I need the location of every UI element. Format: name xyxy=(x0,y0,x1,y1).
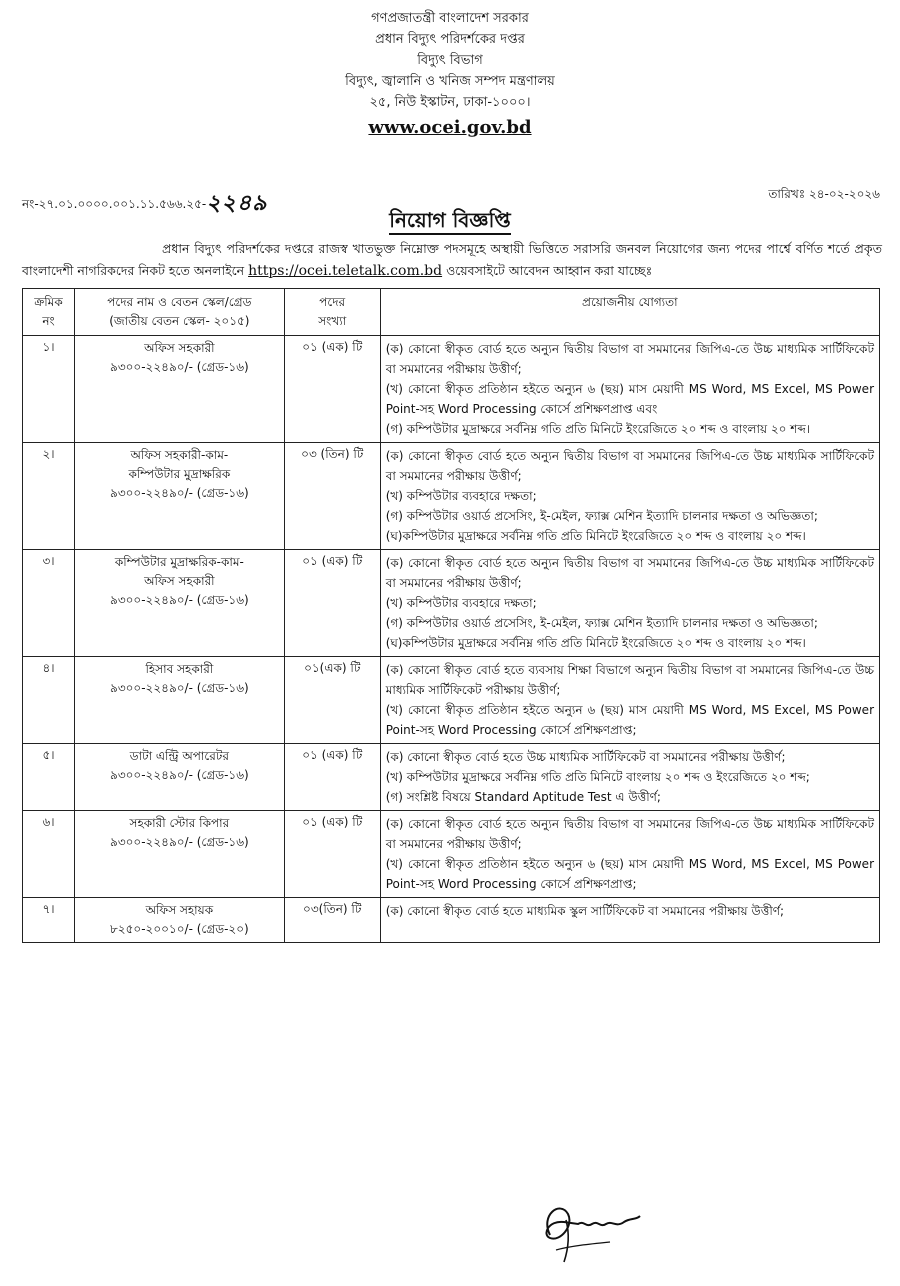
row-post xyxy=(74,744,284,811)
division-name: বিদ্যুৎ বিভাগ xyxy=(417,53,483,68)
qualification-item: (খ) কম্পিউটার ব্যবহারে দক্ষতা; xyxy=(385,596,537,610)
row-post-count: ০১ (এক) টি xyxy=(284,550,380,657)
qualification-item: (খ) কোনো স্বীকৃত প্রতিষ্ঠান হইতে অন্যুন ৬ (ছয়) মাস মেয়াদী MS Word, MS Excel, MS Power Point-সহ Word Processing কোর্সে প্রশিক্ষণপ্রাপ্ত; xyxy=(385,703,874,737)
qualification-item: (ক) কোনো স্বীকৃত বোর্ড হতে উচ্চ মাধ্যমিক সার্টিফিকেট বা সমমানের পরীক্ষায় উত্তীর্ণ; xyxy=(385,750,786,764)
row-qualifications xyxy=(380,443,879,550)
letterhead xyxy=(0,8,900,140)
post-line: কম্পিউটার মুদ্রাক্ষরিক-কাম- xyxy=(114,555,244,569)
intro-text-after: ওয়েবসাইটে আবেদন আহ্বান করা যাচ্ছেঃ xyxy=(446,263,653,278)
row-qualifications xyxy=(380,744,879,811)
row-serial: ২। xyxy=(23,443,75,550)
row-post xyxy=(74,443,284,550)
memo-number-text: নং-২৭.০১.০০০০.০০১.১১.৫৬৬.২৫- xyxy=(22,197,207,211)
table-row xyxy=(23,550,880,657)
post-line: ডাটা এন্ট্রি অপারেটর xyxy=(129,749,229,763)
post-line: ৯৩০০-২২৪৯০/- (গ্রেড-১৬) xyxy=(110,835,249,849)
row-qualifications xyxy=(380,657,879,744)
header-serial-line1: ক্রমিক xyxy=(34,295,63,309)
signature xyxy=(520,1180,650,1270)
row-serial: ৫। xyxy=(23,744,75,811)
qualification-item: (ক) কোনো স্বীকৃত বোর্ড হতে অন্যুন দ্বিতীয় বিভাগ বা সমমানের জিপিএ-তে উচ্চ মাধ্যমিক সার্টিফিকেট বা সমমানের পরীক্ষায় উত্তীর্ণ; xyxy=(385,817,874,851)
table-row xyxy=(23,336,880,443)
row-qualifications xyxy=(380,898,879,943)
row-serial: ৬। xyxy=(23,811,75,898)
header-count xyxy=(284,289,380,336)
post-line: ৯৩০০-২২৪৯০/- (গ্রেড-১৬) xyxy=(110,593,249,607)
notice-title-text: নিয়োগ বিজ্ঞপ্তি xyxy=(389,208,511,235)
qualification-item: (ঘ)কম্পিউটার মুদ্রাক্ষরে সর্বনিম্ন গতি প্রতি মিনিটে ইংরেজিতে ২০ শব্দ ও বাংলায় ২০ শব্দ। xyxy=(385,636,806,650)
qualification-item: (খ) কোনো স্বীকৃত প্রতিষ্ঠান হইতে অন্যুন ৬ (ছয়) মাস মেয়াদী MS Word, MS Excel, MS Power Point-সহ Word Processing কোর্সে প্রশিক্ষণপ্রাপ্ত এবং xyxy=(385,382,874,416)
office-name: প্রধান বিদ্যুৎ পরিদর্শকের দপ্তর xyxy=(375,32,525,47)
intro-text-before: প্রধান বিদ্যুৎ পরিদর্শকের দপ্তরে রাজস্ব খাতভুক্ত নিম্নোক্ত পদসমূহে অস্থায়ী ভিত্তিতে সরাসরি জনবল নিয়োগের জন্য পদের পার্শ্বে বর্ণিত শর্তে প্রকৃত বাংলাদেশী নাগরিকদের নিকট হতে অনলাইনে xyxy=(22,241,882,278)
qualification-item: (গ) কম্পিউটার ওয়ার্ড প্রসেসিং, ই-মেইল, ফ্যাক্স মেশিন ইত্যাদি চালনার দক্ষতা ও অভিজ্ঞতা; xyxy=(385,616,818,630)
vacancy-table xyxy=(22,288,880,943)
post-line: অফিস সহায়ক xyxy=(145,903,214,917)
qualification-item: (ঘ)কম্পিউটার মুদ্রাক্ষরে সর্বনিম্ন গতি প্রতি মিনিটে ইংরেজিতে ২০ শব্দ ও বাংলায় ২০ শব্দ। xyxy=(385,529,806,543)
row-post-count: ০৩ (তিন) টি xyxy=(284,443,380,550)
row-post-count: ০১ (এক) টি xyxy=(284,336,380,443)
header-qualification: প্রয়োজনীয় যোগ্যতা xyxy=(380,289,879,336)
row-qualifications xyxy=(380,811,879,898)
header-serial-line2: নং xyxy=(42,314,55,328)
row-qualifications xyxy=(380,550,879,657)
qualification-item: (গ) কম্পিউটার মুদ্রাক্ষরে সর্বনিম্ন গতি প্রতি মিনিটে ইংরেজিতে ২০ শব্দ ও বাংলায় ২০ শব্দ। xyxy=(385,422,811,436)
table-row xyxy=(23,443,880,550)
ministry-name: বিদ্যুৎ, জ্বালানি ও খনিজ সম্পদ মন্ত্রণালয় xyxy=(345,74,555,89)
row-serial: ৩। xyxy=(23,550,75,657)
post-line: ৯৩০০-২২৪৯০/- (গ্রেড-১৬) xyxy=(110,486,249,500)
qualification-item: (ক) কোনো স্বীকৃত বোর্ড হতে অন্যুন দ্বিতীয় বিভাগ বা সমমানের জিপিএ-তে উচ্চ মাধ্যমিক সার্টিফিকেট বা সমমানের পরীক্ষায় উত্তীর্ণ; xyxy=(385,449,874,483)
row-post-count: ০১(এক) টি xyxy=(284,657,380,744)
row-serial: ৭। xyxy=(23,898,75,943)
header-serial xyxy=(23,289,75,336)
qualification-item: (ক) কোনো স্বীকৃত বোর্ড হতে অন্যুন দ্বিতীয় বিভাগ বা সমমানের জিপিএ-তে উচ্চ মাধ্যমিক সার্টিফিকেট বা সমমানের পরীক্ষায় উত্তীর্ণ; xyxy=(385,556,874,590)
row-post xyxy=(74,811,284,898)
header-count-line1: পদের xyxy=(319,295,346,309)
qualification-item: (খ) কোনো স্বীকৃত প্রতিষ্ঠান হইতে অন্যুন ৬ (ছয়) মাস মেয়াদী MS Word, MS Excel, MS Power Point-সহ Word Processing কোর্সে প্রশিক্ষণপ্রাপ্ত; xyxy=(385,857,874,891)
post-line: সহকারী স্টোর কিপার xyxy=(129,816,230,830)
office-address: ২৫, নিউ ইস্কাটন, ঢাকা-১০০০। xyxy=(369,95,531,110)
qualification-item: (গ) কম্পিউটার ওয়ার্ড প্রসেসিং, ই-মেইল, ফ্যাক্স মেশিন ইত্যাদি চালনার দক্ষতা ও অভিজ্ঞতা; xyxy=(385,509,818,523)
row-qualifications xyxy=(380,336,879,443)
table-row xyxy=(23,744,880,811)
row-serial: ১। xyxy=(23,336,75,443)
table-row xyxy=(23,657,880,744)
header-count-line2: সংখ্যা xyxy=(318,314,347,328)
row-post xyxy=(74,657,284,744)
notice-intro xyxy=(22,238,882,282)
row-post xyxy=(74,898,284,943)
header-post-line1: পদের নাম ও বেতন স্কেল/গ্রেড xyxy=(107,295,252,309)
row-serial: ৪। xyxy=(23,657,75,744)
qualification-item: (ক) কোনো স্বীকৃত বোর্ড হতে মাধ্যমিক স্কুল সার্টিফিকেট বা সমমানের পরীক্ষায় উত্তীর্ণ; xyxy=(385,904,785,918)
post-line: অফিস সহকারী xyxy=(144,574,215,588)
row-post-count: ০১ (এক) টি xyxy=(284,811,380,898)
qualification-item: (ক) কোনো স্বীকৃত বোর্ড হতে ব্যবসায় শিক্ষা বিভাগে অন্যুন দ্বিতীয় বিভাগ বা সমমানের জিপিএ-তে উচ্চ মাধ্যমিক সার্টিফিকেট পরীক্ষায় উত্তীর্ণ; xyxy=(385,663,874,697)
post-line: ৮২৫০-২০০১০/- (গ্রেড-২০) xyxy=(110,922,249,936)
post-line: কম্পিউটার মুদ্রাক্ষরিক xyxy=(128,467,231,481)
vacancy-table-body xyxy=(23,336,880,943)
memo-handwritten-number: ২২৪৯ xyxy=(206,191,268,216)
notice-date: তারিখঃ ২৪-০২-২০২৬ xyxy=(768,187,880,201)
table-row xyxy=(23,811,880,898)
government-name: গণপ্রজাতন্ত্রী বাংলাদেশ সরকার xyxy=(371,11,529,26)
qualification-item: (খ) কম্পিউটার মুদ্রাক্ষরে সর্বনিম্ন গতি প্রতি মিনিটে বাংলায় ২০ শব্দ ও ইংরেজিতে ২০ শব্দ; xyxy=(385,770,810,784)
row-post-count: ০৩(তিন) টি xyxy=(284,898,380,943)
post-line: ৯৩০০-২২৪৯০/- (গ্রেড-১৬) xyxy=(110,360,249,374)
notice-title xyxy=(0,206,900,239)
post-line: অফিস সহকারী xyxy=(144,341,215,355)
qualification-item: (গ) সংশ্লিষ্ট বিষয়ে Standard Aptitude Test এ উত্তীর্ণ; xyxy=(385,790,661,804)
table-header-row xyxy=(23,289,880,336)
post-line: ৯৩০০-২২৪৯০/- (গ্রেড-১৬) xyxy=(110,681,249,695)
row-post xyxy=(74,550,284,657)
row-post xyxy=(74,336,284,443)
office-website-link[interactable]: www.ocei.gov.bd xyxy=(368,117,532,138)
qualification-item: (ক) কোনো স্বীকৃত বোর্ড হতে অন্যুন দ্বিতীয় বিভাগ বা সমমানের জিপিএ-তে উচ্চ মাধ্যমিক সার্টিফিকেট বা সমমানের পরীক্ষায় উত্তীর্ণ; xyxy=(385,342,874,376)
qualification-item: (খ) কম্পিউটার ব্যবহারে দক্ষতা; xyxy=(385,489,537,503)
post-line: হিসাব সহকারী xyxy=(145,662,214,676)
table-row xyxy=(23,898,880,943)
header-post xyxy=(74,289,284,336)
row-post-count: ০১ (এক) টি xyxy=(284,744,380,811)
header-post-line2: (জাতীয় বেতন স্কেল- ২০১৫) xyxy=(109,314,250,328)
post-line: অফিস সহকারী-কাম- xyxy=(130,448,229,462)
application-website-link[interactable]: https://ocei.teletalk.com.bd xyxy=(248,263,443,279)
post-line: ৯৩০০-২২৪৯০/- (গ্রেড-১৬) xyxy=(110,768,249,782)
